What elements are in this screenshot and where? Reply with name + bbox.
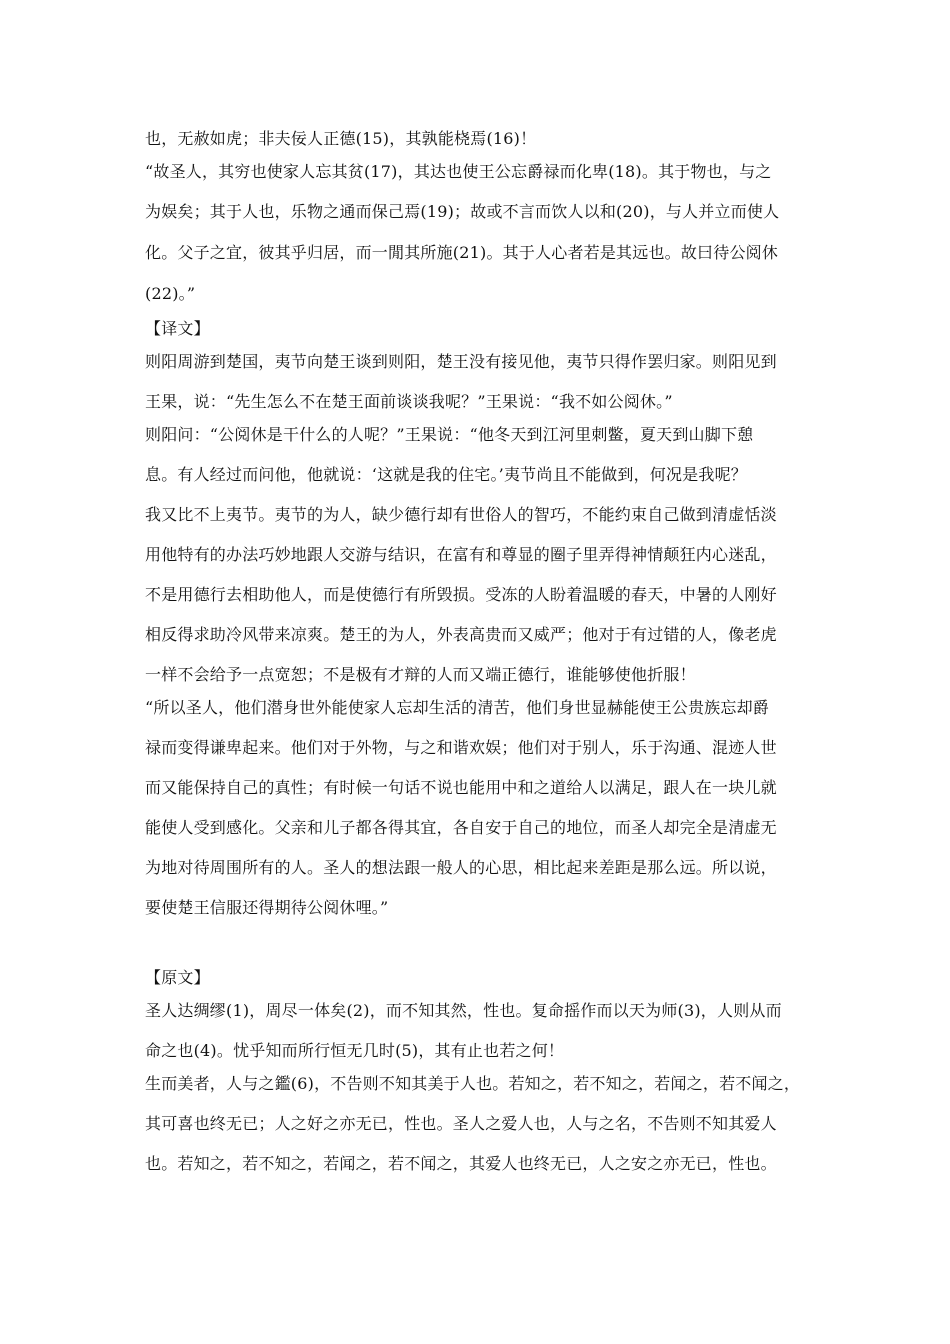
text-line: 也。若知之，若不知之，若闻之，若不闻之，其爱人也终无已，人之安之亦无已，性也。 [145,1154,777,1173]
text-line: “故圣人，其穷也使家人忘其贫(17)，其达也使王公忘爵禄而化卑(18)。其于物也，与之 [145,162,772,181]
text-line: 不是用德行去相助他人，而是使德行有所毁损。受冻的人盼着温暖的春天，中暑的人刚好 [145,585,777,604]
text-line: 王果，说：“先生怎么不在楚王面前谈谈我呢？”王果说：“我不如公阅休。” [145,392,673,411]
text-line: 也，无赦如虎；非夫佞人正德(15)，其孰能桡焉(16)！ [145,129,537,148]
text-line: “所以圣人，他们潜身世外能使家人忘却生活的清苦，他们身世显赫能使王公贵族忘却爵 [145,698,769,717]
text-line: 则阳问：“公阅休是干什么的人呢？”王果说：“他冬天到江河里刺鳖，夏天到山脚下憩 [145,425,754,444]
text-line: 则阳周游到楚国，夷节向楚王谈到则阳，楚王没有接见他，夷节只得作罢归家。则阳见到 [145,352,777,371]
text-line: 能使人受到感化。父亲和儿子都各得其宜，各自安于自己的地位，而圣人却完全是清虚无 [145,818,777,837]
text-line: 圣人达绸缪(1)，周尽一体矣(2)，而不知其然，性也。复命摇作而以天为师(3)，人则从而 [145,1001,782,1020]
text-line: 用他特有的办法巧妙地跟人交游与结识，在富有和尊显的圈子里弄得神情颠狂内心迷乱， [145,545,777,564]
text-line: 禄而变得谦卑起来。他们对于外物，与之和谐欢娱；他们对于别人，乐于沟通、混迹人世 [145,738,777,757]
text-line: (22)。” [145,284,196,303]
text-line: 其可喜也终无已；人之好之亦无已，性也。圣人之爱人也，人与之名，不告则不知其爱人 [145,1114,777,1133]
text-line: 为娱矣；其于人也，乐物之通而保己焉(19)；故或不言而饮人以和(20)，与人并立而使人 [145,202,780,221]
text-line: 化。父子之宜，彼其乎归居，而一閒其所施(21)。其于人心者若是其远也。故曰待公阅休 [145,243,779,262]
translation-heading: 【译文】 [145,319,210,338]
text-line: 我又比不上夷节。夷节的为人，缺少德行却有世俗人的智巧，不能约束自己做到清虚恬淡 [145,505,777,524]
original-heading: 【原文】 [145,968,210,987]
text-line: 命之也(4)。忧乎知而所行恒无几时(5)，其有止也若之何！ [145,1041,565,1060]
original-block [145,998,815,1191]
section-spacer [145,935,815,965]
text-line: 要使楚王信服还得期待公阅休哩。” [145,898,389,917]
text-line: 相反得求助冷风带来凉爽。楚王的为人，外表高贵而又威严；他对于有过错的人，像老虎 [145,625,777,644]
text-line: 息。有人经过而问他，他就说：‘这就是我的住宅。’夷节尚且不能做到，何况是我呢？ [145,465,747,484]
text-line: 而又能保持自己的真性；有时候一句话不说也能用中和之道给人以满足，跟人在一块儿就 [145,778,777,797]
text-line: 生而美者，人与之鑑(6)，不告则不知其美于人也。若知之，若不知之，若闻之，若不闻之， [145,1074,801,1093]
translation-block [145,349,815,935]
text-line: 一样不会给予一点宽恕；不是极有才辩的人而又端正德行，谁能够使他折服！ [145,665,696,684]
continuation-block [145,126,815,316]
text-line: 为地对待周围所有的人。圣人的想法跟一般人的心思，相比起来差距是那么远。所以说， [145,858,777,877]
document-body [145,126,815,1191]
